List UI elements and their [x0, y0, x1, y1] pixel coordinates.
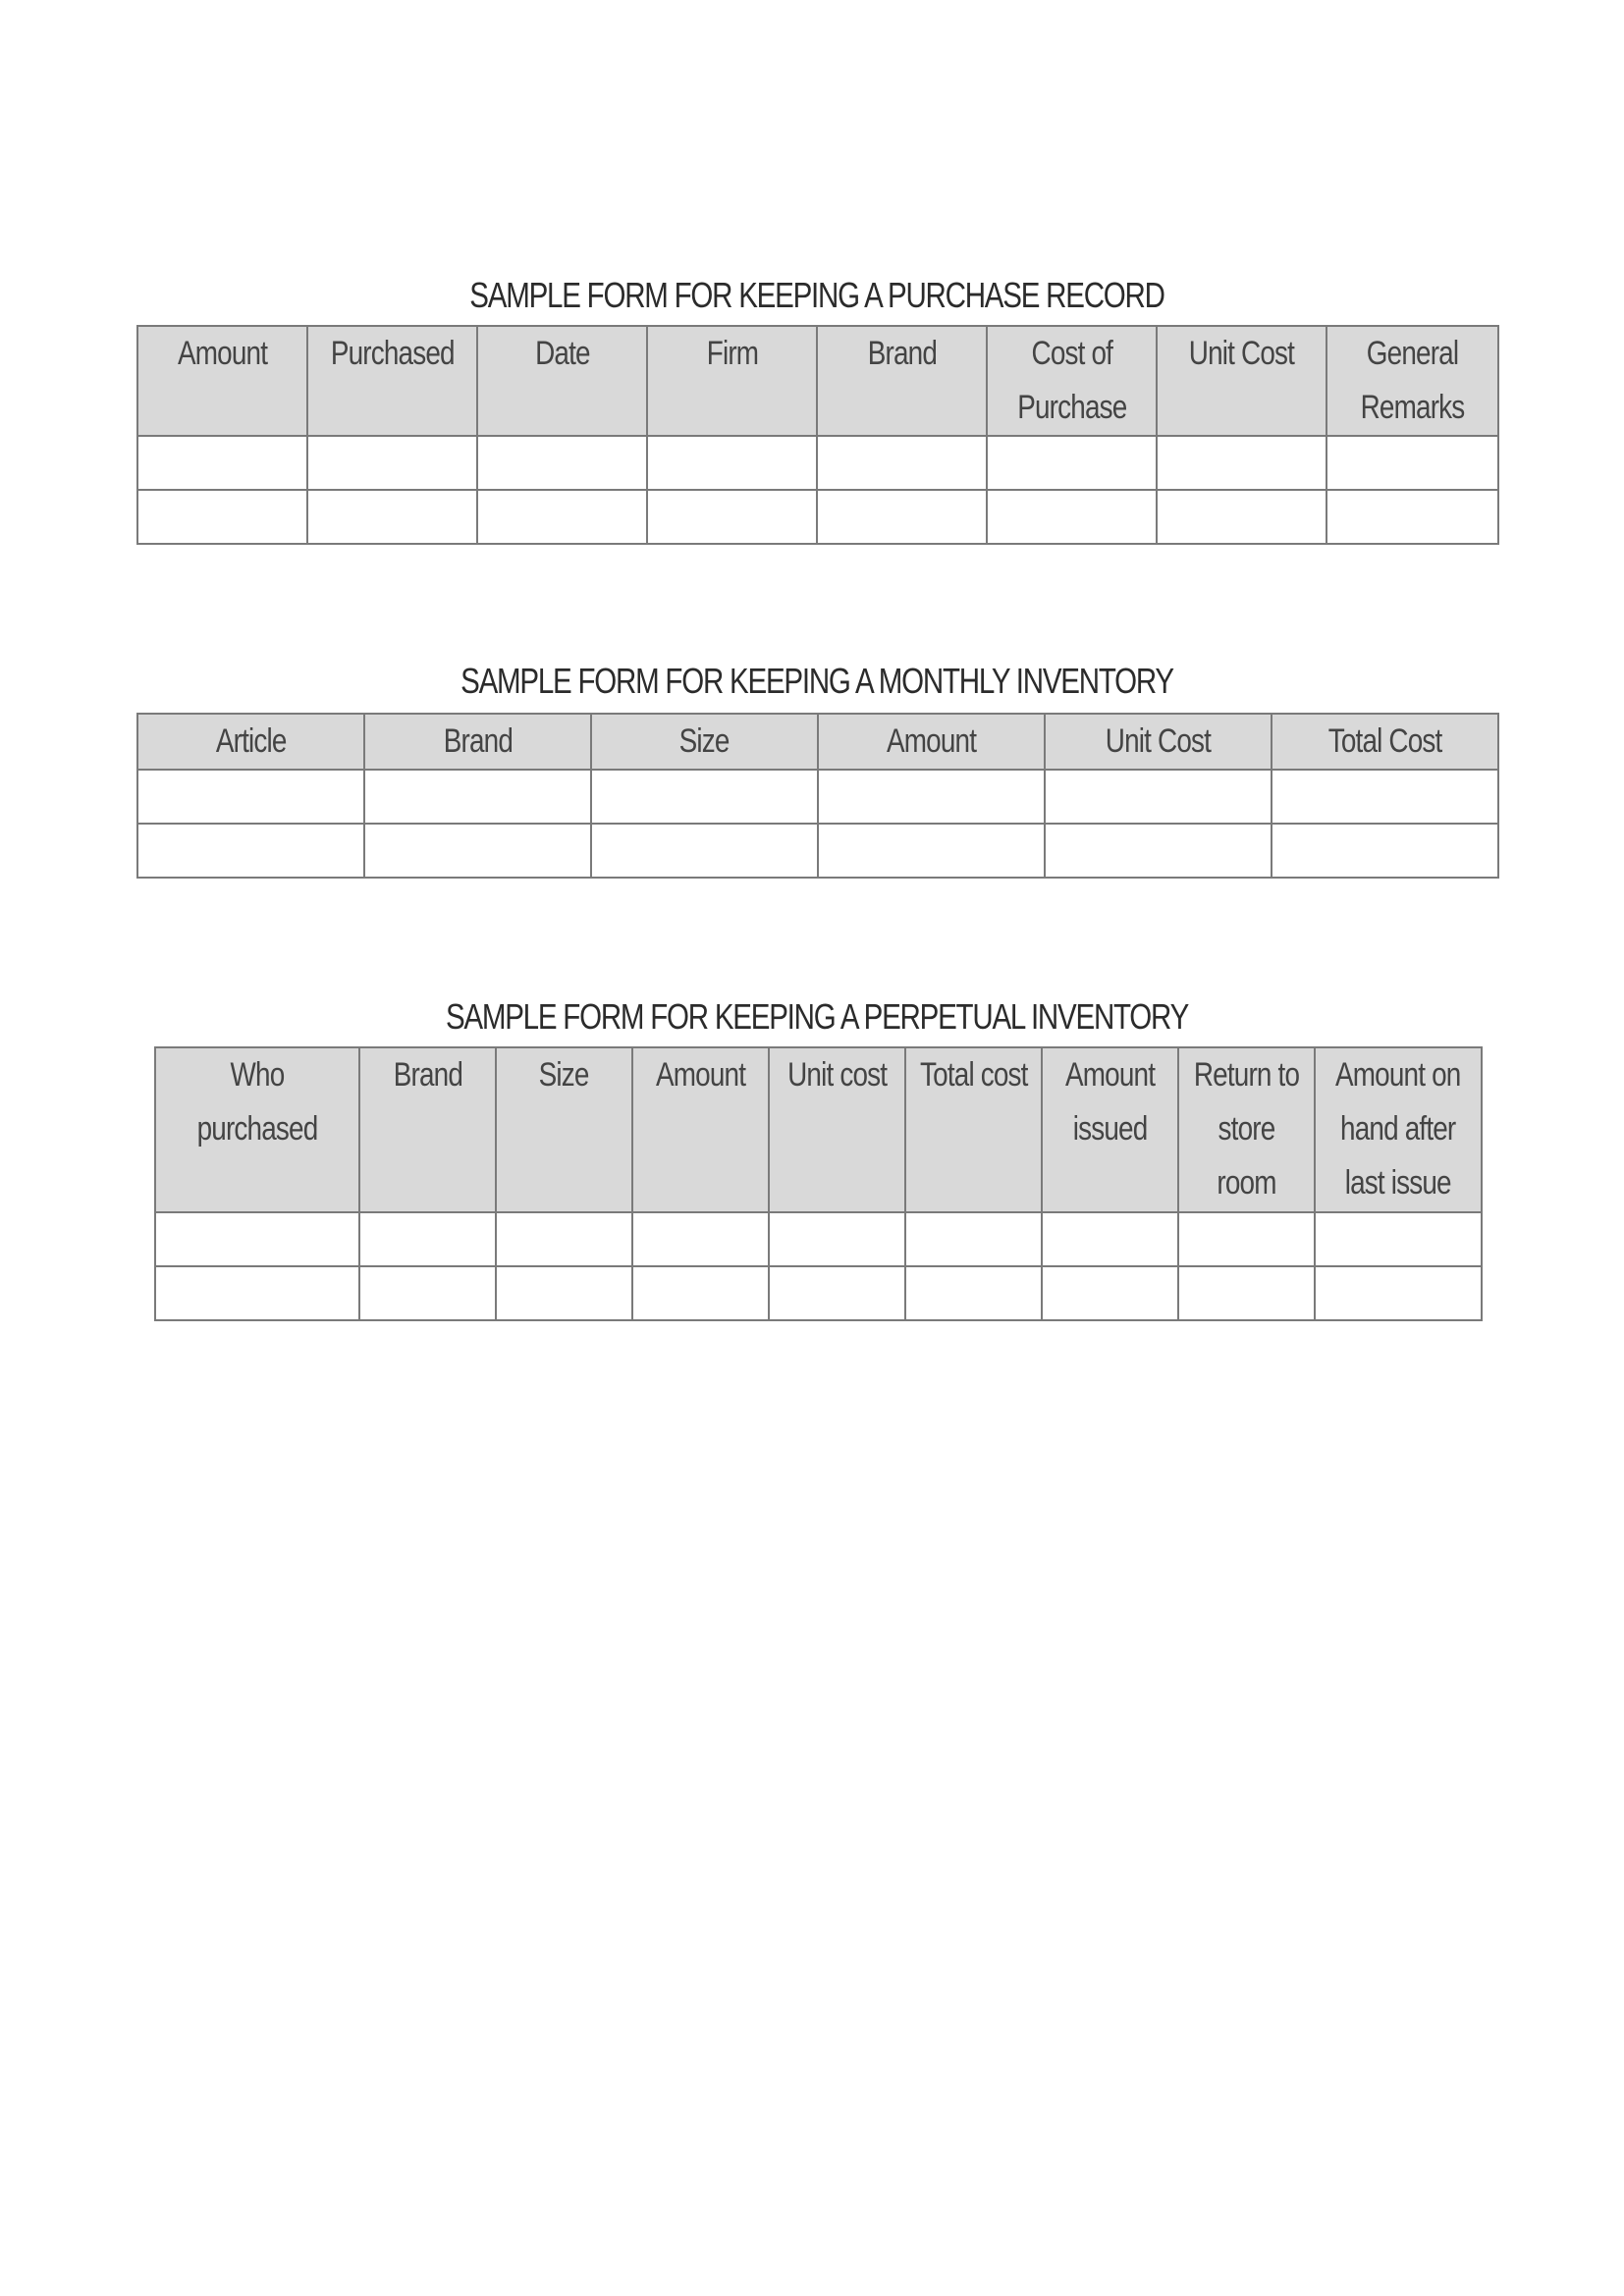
blank-cell[interactable]: [817, 436, 987, 490]
column-header: Unit cost: [769, 1047, 905, 1212]
blank-cell[interactable]: [1315, 1212, 1482, 1266]
column-header: General Remarks: [1326, 326, 1498, 436]
column-header: Amount on hand after last issue: [1315, 1047, 1482, 1212]
blank-cell[interactable]: [647, 490, 817, 544]
blank-cell[interactable]: [1178, 1212, 1315, 1266]
blank-cell[interactable]: [987, 490, 1157, 544]
blank-cell[interactable]: [307, 490, 477, 544]
table-row: [137, 436, 1498, 490]
purchase-record-form: [136, 270, 1497, 555]
blank-cell[interactable]: [1157, 436, 1326, 490]
blank-cell[interactable]: [1326, 436, 1498, 490]
blank-cell[interactable]: [987, 436, 1157, 490]
blank-cell[interactable]: [496, 1212, 632, 1266]
column-header: Brand: [817, 326, 987, 436]
table-row: [137, 824, 1498, 878]
blank-cell[interactable]: [1042, 1266, 1178, 1320]
table-header-row: [137, 714, 1498, 770]
blank-cell[interactable]: [359, 1212, 496, 1266]
perpetual-inventory-title: SAMPLE FORM FOR KEEPING A PERPETUAL INVENTORY: [445, 996, 1189, 1037]
perpetual-inventory-form: [154, 991, 1480, 1330]
table-row: [155, 1266, 1482, 1320]
blank-cell[interactable]: [364, 770, 591, 824]
blank-cell[interactable]: [632, 1266, 769, 1320]
column-header: Brand: [364, 714, 591, 770]
table-row: [137, 490, 1498, 544]
blank-cell[interactable]: [359, 1266, 496, 1320]
blank-cell[interactable]: [155, 1266, 359, 1320]
column-header: Return to store room: [1178, 1047, 1315, 1212]
blank-cell[interactable]: [905, 1212, 1042, 1266]
blank-cell[interactable]: [137, 824, 364, 878]
column-header: Size: [496, 1047, 632, 1212]
blank-cell[interactable]: [1157, 490, 1326, 544]
blank-cell[interactable]: [477, 436, 647, 490]
column-header: Brand: [359, 1047, 496, 1212]
table-row: [155, 1212, 1482, 1266]
table-header-row: [137, 326, 1498, 436]
blank-cell[interactable]: [1178, 1266, 1315, 1320]
monthly-inventory-form: [136, 656, 1497, 891]
blank-cell[interactable]: [1045, 770, 1272, 824]
blank-cell[interactable]: [647, 436, 817, 490]
blank-cell[interactable]: [137, 490, 307, 544]
blank-cell[interactable]: [155, 1212, 359, 1266]
blank-cell[interactable]: [1272, 770, 1498, 824]
column-header: Amount: [632, 1047, 769, 1212]
monthly-inventory-table: [136, 713, 1499, 879]
blank-cell[interactable]: [137, 436, 307, 490]
blank-cell[interactable]: [632, 1212, 769, 1266]
column-header: Firm: [647, 326, 817, 436]
column-header: Who purchased: [155, 1047, 359, 1212]
column-header: Total cost: [905, 1047, 1042, 1212]
blank-cell[interactable]: [817, 490, 987, 544]
column-header: Unit Cost: [1045, 714, 1272, 770]
column-header: Amount: [818, 714, 1045, 770]
blank-cell[interactable]: [1042, 1212, 1178, 1266]
blank-cell[interactable]: [477, 490, 647, 544]
purchase-record-title: SAMPLE FORM FOR KEEPING A PURCHASE RECORD: [469, 275, 1164, 315]
blank-cell[interactable]: [818, 824, 1045, 878]
column-header: Total Cost: [1272, 714, 1498, 770]
table-header-row: [155, 1047, 1482, 1212]
column-header: Purchased: [307, 326, 477, 436]
column-header: Date: [477, 326, 647, 436]
perpetual-inventory-table: [154, 1046, 1483, 1321]
blank-cell[interactable]: [769, 1266, 905, 1320]
monthly-inventory-title: SAMPLE FORM FOR KEEPING A MONTHLY INVENTORY: [460, 661, 1173, 701]
purchase-record-table: [136, 325, 1499, 545]
blank-cell[interactable]: [905, 1266, 1042, 1320]
column-header: Article: [137, 714, 364, 770]
column-header: Cost of Purchase: [987, 326, 1157, 436]
blank-cell[interactable]: [1045, 824, 1272, 878]
blank-cell[interactable]: [1272, 824, 1498, 878]
blank-cell[interactable]: [591, 824, 818, 878]
column-header: Amount issued: [1042, 1047, 1178, 1212]
blank-cell[interactable]: [137, 770, 364, 824]
table-row: [137, 770, 1498, 824]
blank-cell[interactable]: [364, 824, 591, 878]
blank-cell[interactable]: [769, 1212, 905, 1266]
column-header: Amount: [137, 326, 307, 436]
blank-cell[interactable]: [1326, 490, 1498, 544]
blank-cell[interactable]: [307, 436, 477, 490]
blank-cell[interactable]: [1315, 1266, 1482, 1320]
column-header: Unit Cost: [1157, 326, 1326, 436]
blank-cell[interactable]: [818, 770, 1045, 824]
column-header: Size: [591, 714, 818, 770]
blank-cell[interactable]: [591, 770, 818, 824]
blank-cell[interactable]: [496, 1266, 632, 1320]
